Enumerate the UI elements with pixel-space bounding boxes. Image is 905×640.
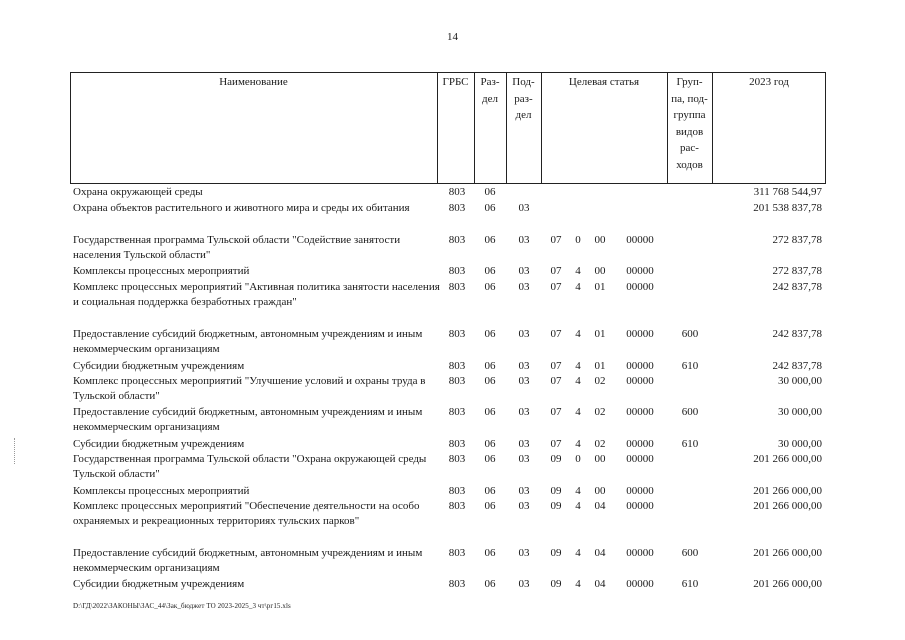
row-name: Субсидии бюджетным учреждениям — [73, 360, 245, 372]
row-name: Охрана окружающей среды — [73, 186, 203, 198]
row-sum: 242 837,78 — [772, 360, 822, 372]
row-direction: 00000 — [626, 500, 654, 512]
row-sum: 201 266 000,00 — [753, 547, 822, 559]
row-measure: 04 — [594, 500, 606, 512]
row-podrazdel: 03 — [518, 328, 530, 340]
row-name: Предоставление субсидий бюджетным, автономным учреждениям и иным некоммерческим организациям — [73, 547, 423, 574]
row-vid: 600 — [681, 328, 699, 340]
row-sum: 201 266 000,00 — [753, 485, 822, 497]
row-subprogram: 0 — [575, 234, 581, 246]
scan-artifact — [14, 438, 16, 464]
row-program: 07 — [550, 406, 562, 418]
row-direction: 00000 — [626, 328, 654, 340]
row-sum: 201 266 000,00 — [753, 500, 822, 512]
header-vid-rashodov: Груп- па, под- группа видов рас- ходов — [671, 76, 708, 171]
row-name: Комплекс процессных мероприятий "Улучшение условий и охраны труда в Тульской области" — [73, 375, 426, 402]
row-name: Государственная программа Тульской области "Содействие занятости населения Тульской области" — [73, 234, 401, 261]
row-grbs: 803 — [448, 360, 466, 372]
row-grbs: 803 — [448, 453, 466, 465]
row-direction: 00000 — [626, 360, 654, 372]
row-measure: 00 — [594, 485, 606, 497]
row-program: 09 — [550, 547, 562, 559]
header-grbs: ГРБС — [442, 76, 469, 88]
header-celevaya-statya: Целевая статья — [568, 76, 640, 88]
row-direction: 00000 — [626, 406, 654, 418]
row-name: Комплекс процессных мероприятий "Обеспечение деятельности на особо охраняемых и рекреационных территориях тульских парков" — [73, 500, 420, 527]
header-name: Наименование — [219, 76, 288, 88]
row-razdel: 06 — [484, 547, 496, 559]
row-podrazdel: 03 — [518, 578, 530, 590]
row-subprogram: 4 — [575, 328, 581, 340]
row-grbs: 803 — [448, 438, 466, 450]
row-direction: 00000 — [626, 281, 654, 293]
row-program: 07 — [550, 281, 562, 293]
row-grbs: 803 — [448, 547, 466, 559]
row-vid: 610 — [681, 360, 699, 372]
row-subprogram: 4 — [575, 500, 581, 512]
row-program: 07 — [550, 234, 562, 246]
row-subprogram: 0 — [575, 453, 581, 465]
row-measure: 01 — [594, 360, 606, 372]
row-sum: 242 837,78 — [772, 328, 822, 340]
row-razdel: 06 — [484, 578, 496, 590]
row-direction: 00000 — [626, 438, 654, 450]
row-podrazdel: 03 — [518, 485, 530, 497]
row-direction: 00000 — [626, 265, 654, 277]
row-razdel: 06 — [484, 265, 496, 277]
row-podrazdel: 03 — [518, 202, 530, 214]
table-header — [70, 72, 826, 184]
row-name: Предоставление субсидий бюджетным, автономным учреждениям и иным некоммерческим организациям — [73, 328, 423, 355]
header-year: 2023 год — [749, 76, 789, 88]
row-direction: 00000 — [626, 453, 654, 465]
row-measure: 02 — [594, 438, 606, 450]
row-vid: 610 — [681, 578, 699, 590]
row-measure: 02 — [594, 375, 606, 387]
row-program: 09 — [550, 453, 562, 465]
row-measure: 04 — [594, 547, 606, 559]
row-subprogram: 4 — [575, 360, 581, 372]
row-subprogram: 4 — [575, 375, 581, 387]
row-program: 07 — [550, 265, 562, 277]
row-grbs: 803 — [448, 328, 466, 340]
row-subprogram: 4 — [575, 281, 581, 293]
row-razdel: 06 — [484, 375, 496, 387]
row-grbs: 803 — [448, 234, 466, 246]
row-razdel: 06 — [484, 500, 496, 512]
row-podrazdel: 03 — [518, 281, 530, 293]
row-vid: 600 — [681, 547, 699, 559]
row-name: Комплексы процессных мероприятий — [73, 265, 250, 277]
row-sum: 30 000,00 — [778, 375, 822, 387]
row-subprogram: 4 — [575, 578, 581, 590]
row-program: 07 — [550, 328, 562, 340]
row-grbs: 803 — [448, 281, 466, 293]
row-measure: 02 — [594, 406, 606, 418]
header-podrazdel: Под- раз- дел — [512, 76, 535, 121]
footer-file-path: D:\ГД\2022\ЗАКОНЫ\ЗАС_44\Зак_бюджет ТО 2023-2025_3 чт\рг15.xls — [73, 602, 291, 610]
row-vid: 610 — [681, 438, 699, 450]
row-direction: 00000 — [626, 234, 654, 246]
row-podrazdel: 03 — [518, 360, 530, 372]
row-name: Комплекс процессных мероприятий "Активная политика занятости населения и социальная поддержка безработных граждан" — [73, 281, 440, 308]
row-grbs: 803 — [448, 265, 466, 277]
row-razdel: 06 — [484, 360, 496, 372]
row-measure: 01 — [594, 281, 606, 293]
row-subprogram: 4 — [575, 438, 581, 450]
row-razdel: 06 — [484, 438, 496, 450]
row-podrazdel: 03 — [518, 375, 530, 387]
row-podrazdel: 03 — [518, 547, 530, 559]
row-razdel: 06 — [484, 202, 496, 214]
row-name: Государственная программа Тульской области "Охрана окружающей среды Тульской области" — [73, 453, 427, 480]
row-measure: 00 — [594, 265, 606, 277]
row-razdel: 06 — [484, 186, 496, 198]
row-subprogram: 4 — [575, 485, 581, 497]
row-sum: 201 266 000,00 — [753, 578, 822, 590]
row-direction: 00000 — [626, 578, 654, 590]
row-podrazdel: 03 — [518, 438, 530, 450]
row-grbs: 803 — [448, 485, 466, 497]
row-program: 07 — [550, 438, 562, 450]
row-razdel: 06 — [484, 328, 496, 340]
row-sum: 201 266 000,00 — [753, 453, 822, 465]
row-measure: 00 — [594, 453, 606, 465]
row-grbs: 803 — [448, 500, 466, 512]
row-sum: 30 000,00 — [778, 406, 822, 418]
row-podrazdel: 03 — [518, 406, 530, 418]
header-razdel: Раз- дел — [480, 76, 500, 105]
row-measure: 00 — [594, 234, 606, 246]
row-razdel: 06 — [484, 453, 496, 465]
row-grbs: 803 — [448, 375, 466, 387]
row-program: 07 — [550, 375, 562, 387]
row-program: 09 — [550, 485, 562, 497]
row-sum: 272 837,78 — [772, 265, 822, 277]
row-name: Субсидии бюджетным учреждениям — [73, 578, 245, 590]
row-name: Предоставление субсидий бюджетным, автономным учреждениям и иным некоммерческим организациям — [73, 406, 423, 433]
row-podrazdel: 03 — [518, 453, 530, 465]
row-razdel: 06 — [484, 406, 496, 418]
row-measure: 01 — [594, 328, 606, 340]
row-grbs: 803 — [448, 406, 466, 418]
row-razdel: 06 — [484, 234, 496, 246]
row-sum: 311 768 544,97 — [753, 186, 822, 198]
row-podrazdel: 03 — [518, 500, 530, 512]
row-measure: 04 — [594, 578, 606, 590]
row-name: Охрана объектов растительного и животного мира и среды их обитания — [73, 202, 410, 214]
row-podrazdel: 03 — [518, 234, 530, 246]
row-sum: 30 000,00 — [778, 438, 822, 450]
row-program: 09 — [550, 500, 562, 512]
row-grbs: 803 — [448, 202, 466, 214]
row-subprogram: 4 — [575, 406, 581, 418]
row-direction: 00000 — [626, 375, 654, 387]
row-grbs: 803 — [448, 578, 466, 590]
row-program: 09 — [550, 578, 562, 590]
row-sum: 201 538 837,78 — [753, 202, 822, 214]
row-vid: 600 — [681, 406, 699, 418]
row-podrazdel: 03 — [518, 265, 530, 277]
page-number: 14 — [447, 31, 458, 43]
row-direction: 00000 — [626, 485, 654, 497]
row-sum: 242 837,78 — [772, 281, 822, 293]
row-sum: 272 837,78 — [772, 234, 822, 246]
row-subprogram: 4 — [575, 547, 581, 559]
row-direction: 00000 — [626, 547, 654, 559]
row-grbs: 803 — [448, 186, 466, 198]
row-name: Субсидии бюджетным учреждениям — [73, 438, 245, 450]
row-subprogram: 4 — [575, 265, 581, 277]
row-razdel: 06 — [484, 485, 496, 497]
row-razdel: 06 — [484, 281, 496, 293]
row-program: 07 — [550, 360, 562, 372]
row-name: Комплексы процессных мероприятий — [73, 485, 250, 497]
